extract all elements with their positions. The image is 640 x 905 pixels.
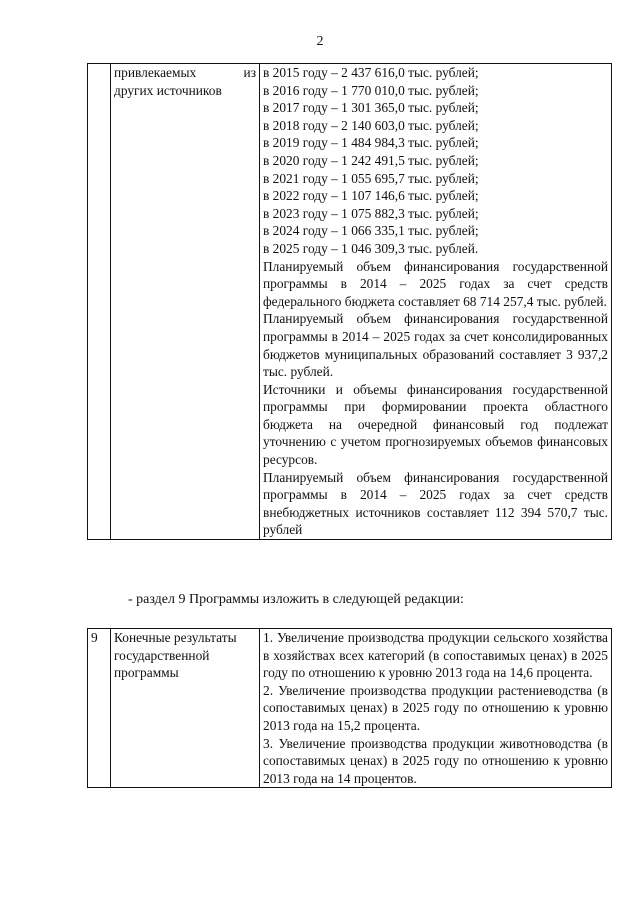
label-line: других источников	[114, 82, 222, 98]
year-amount-line: в 2021 году – 1 055 695,7 тыс. рублей;	[263, 170, 479, 186]
year-amount-line: в 2019 году – 1 484 984,3 тыс. рублей;	[263, 135, 479, 151]
page-number: 2	[316, 34, 324, 49]
table-row	[88, 64, 612, 540]
results-table	[87, 628, 612, 788]
label-word: привлекаемых	[114, 65, 197, 80]
year-amount-line: в 2018 году – 2 140 603,0 тыс. рублей;	[263, 117, 479, 133]
table-row	[88, 629, 612, 788]
row-number-cell	[88, 64, 111, 540]
year-amount-line: в 2023 году – 1 075 882,3 тыс. рублей;	[263, 205, 479, 221]
year-amount-line: в 2016 году – 1 770 010,0 тыс. рублей;	[263, 82, 479, 98]
row-label-cell: Конечные результаты государственной программы	[111, 629, 260, 788]
financing-paragraph: Планируемый объем финансирования государственной программы в 2014 – 2025 годах за счет консолидированных бюджетов муниципальных образований составляет 3 937,2 тыс. рублей.	[263, 311, 608, 380]
row-value-cell	[260, 64, 612, 540]
year-amount-line: в 2024 году – 1 066 335,1 тыс. рублей;	[263, 223, 479, 239]
financing-paragraph: Планируемый объем финансирования государственной программы в 2014 – 2025 годах за счет средств внебюджетных источников составляет 112 394 570,7 тыс. рублей	[263, 469, 608, 538]
row-number-cell: 9	[88, 629, 111, 788]
financing-paragraph: Планируемый объем финансирования государственной программы в 2014 – 2025 годах за счет средств федерального бюджета составляет 68 714 257,4 тыс. рублей.	[263, 258, 608, 309]
section-instruction: - раздел 9 Программы изложить в следующей редакции:	[128, 592, 464, 607]
row-value-cell	[260, 629, 612, 788]
result-item: 2. Увеличение производства продукции растениеводства (в сопоставимых ценах) в 2025 году по отношению к уровню 2013 года на 15,2 процента.	[263, 682, 608, 733]
financing-paragraph: Источники и объемы финансирования государственной программы при формировании проекта областного бюджета на очередной финансовый год подлежат уточнению с учетом прогнозируемых объемов финансовых ресурсов.	[263, 381, 608, 468]
label-line	[114, 64, 256, 82]
result-item: 3. Увеличение производства продукции животноводства (в сопоставимых ценах) в 2025 году по отношению к уровню 2013 года на 14 процентов.	[263, 735, 608, 786]
label-word: из	[243, 65, 256, 80]
year-amount-line: в 2020 году – 1 242 491,5 тыс. рублей;	[263, 152, 479, 168]
year-amount-line: в 2022 году – 1 107 146,6 тыс. рублей;	[263, 188, 479, 204]
row-label-cell	[111, 64, 260, 540]
financing-table	[87, 63, 612, 540]
year-amount-line: в 2015 году – 2 437 616,0 тыс. рублей;	[263, 65, 479, 80]
result-item: 1. Увеличение производства продукции сельского хозяйства в хозяйствах всех категорий (в сопоставимых ценах) в 2025 году по отношению к уровню 2013 года на 14,6 процента.	[263, 630, 608, 681]
year-amount-line: в 2025 году – 1 046 309,3 тыс. рублей.	[263, 240, 479, 256]
year-amount-line: в 2017 году – 1 301 365,0 тыс. рублей;	[263, 100, 479, 116]
